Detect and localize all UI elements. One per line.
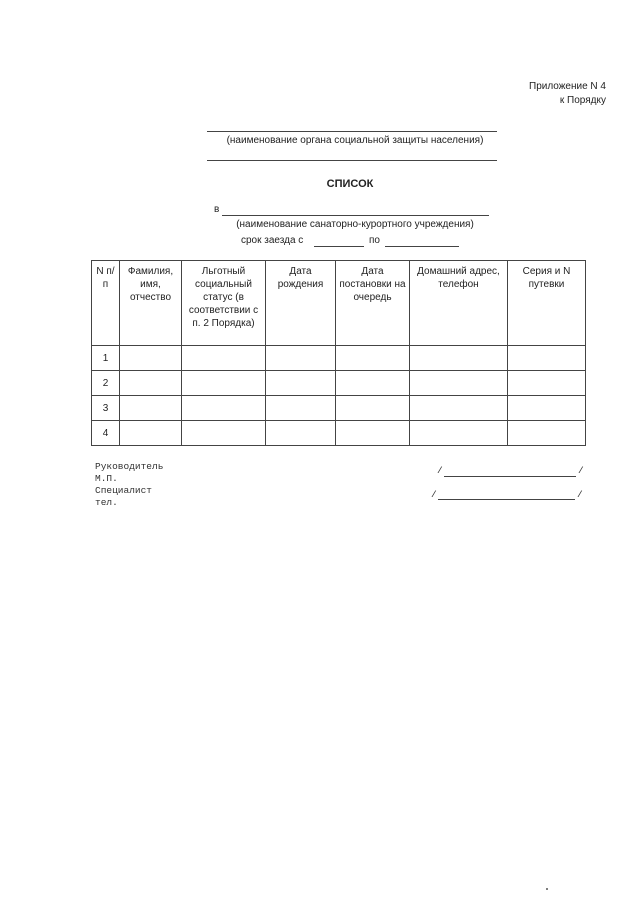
table-cell [410,346,508,371]
table-cell [336,371,410,396]
table-cell [266,421,336,446]
table-cell [182,421,266,446]
row-number: 3 [92,396,120,421]
table-row [92,346,586,371]
table-row [92,396,586,421]
beneficiary-table [91,260,586,446]
arrival-from-label: срок заезда с [241,235,304,246]
table-cell [508,421,586,446]
table-header-row [92,261,586,346]
appendix-order-ref: к Порядку [559,95,606,106]
arrival-to-label: по [369,235,380,246]
scan-dot [546,888,548,890]
in-prefix: в [214,204,220,215]
table-cell [182,371,266,396]
table-cell [266,371,336,396]
table-cell [182,346,266,371]
table-cell [336,396,410,421]
specialist-signature-slash-right: / [577,489,583,500]
table-cell [336,421,410,446]
arrival-to-blank [385,246,459,247]
specialist-signature-slash-left: / [431,489,437,500]
table-cell [336,346,410,371]
table-cell [266,346,336,371]
column-header-full-name: Фамилия, имя, отчество [120,261,182,346]
appendix-reference [529,80,606,108]
table-cell [182,396,266,421]
column-header-benefit-status: Льготный социальный статус (в соответствии с п. 2 Порядка) [182,261,266,346]
column-header-birth-date: Дата рождения [266,261,336,346]
head-signature-line [444,476,576,477]
table-cell [120,346,182,371]
sanatorium-blank-line [222,215,489,216]
row-number: 4 [92,421,120,446]
row-number: 2 [92,371,120,396]
column-header-voucher-number: Серия и N путевки [508,261,586,346]
head-signature-slash-right: / [578,465,584,476]
table-cell [410,421,508,446]
appendix-number: Приложение N 4 [529,81,606,92]
table-cell [120,371,182,396]
arrival-from-blank [314,246,364,247]
authority-caption: (наименование органа социальной защиты населения) [226,135,484,146]
specialist-signature-line [438,499,575,500]
row-number: 1 [92,346,120,371]
document-title: СПИСОК [326,178,374,190]
head-label: Руководитель [95,461,164,472]
specialist-label: Специалист [95,485,153,496]
table-cell [120,396,182,421]
table-cell [508,371,586,396]
authority-blank-line [207,131,497,132]
table-row [92,371,586,396]
column-header-queue-date: Дата постановки на очередь [336,261,410,346]
column-header-number: N п/п [92,261,120,346]
table-cell [410,371,508,396]
table-cell [508,346,586,371]
head-signature-slash-left: / [437,465,443,476]
sanatorium-caption: (наименование санаторно-курортного учреждения) [236,219,474,230]
phone-label: тел. [95,497,118,508]
authority-blank-line-2 [207,160,497,161]
table-cell [508,396,586,421]
column-header-address-phone: Домашний адрес, телефон [410,261,508,346]
table-row [92,421,586,446]
table-cell [266,396,336,421]
table-cell [120,421,182,446]
table-cell [410,396,508,421]
signature-block [95,461,163,509]
seal-label: М.П. [95,473,118,484]
